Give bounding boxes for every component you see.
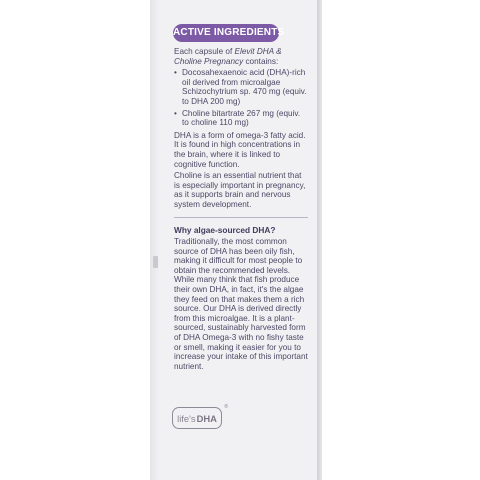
list-item	[174, 109, 308, 128]
box-edge-mark	[153, 256, 158, 268]
section-divider	[174, 217, 308, 218]
box-right-edge	[317, 0, 322, 480]
list-item	[174, 68, 308, 106]
active-ingredients-badge: ACTIVE INGREDIENTS	[173, 24, 279, 42]
lifes-dha-logo	[172, 404, 228, 429]
logo-life-text: life's	[177, 412, 196, 424]
dha-description: DHA is a form of omega-3 fatty acid. It is found in high concentrations in the brain, where it is linked to cognitive function.	[174, 130, 306, 169]
section-body: Traditionally, the most common source of DHA has been oily fish, making it difficult for most people to obtain the recommended levels. While many think that fish produce their own DHA, in fact, it's the algae they feed on that makes them a rich source. Our DHA is derived directly from this microalgae. It is a plant-sourced, sustainably harvested form of DHA Omega-3 with no fishy taste or smell, making it easier for you to increase your intake of this important nutrient.	[174, 237, 308, 371]
product-name: Elevit DHA & Choline Pregnancy	[174, 47, 282, 66]
box-side-fold	[150, 0, 160, 480]
choline-description: Choline is an essential nutrient that is especially important in pregnancy, as it supports brain and nervous system development.	[174, 171, 306, 209]
ingredient-text: Choline bitartrate 267 mg (equiv. to choline 110 mg)	[182, 108, 301, 128]
ingredient-list	[174, 68, 308, 128]
intro-suffix: contains:	[243, 56, 279, 66]
registered-mark: ®	[224, 404, 228, 410]
label-content	[174, 47, 308, 373]
bullet-glyph: •	[174, 108, 177, 118]
bullet-glyph: •	[174, 68, 177, 78]
ingredient-text: Docosahexaenoic acid (DHA)-rich oil derived from microalgae Schizochytrium sp. 470 mg (equiv. to DHA 200 mg)	[182, 68, 307, 106]
section-heading: Why algae-sourced DHA?	[174, 224, 276, 235]
intro-text	[174, 47, 308, 66]
logo-dha-text: DHA	[196, 412, 217, 424]
intro-prefix: Each capsule of	[174, 47, 235, 56]
